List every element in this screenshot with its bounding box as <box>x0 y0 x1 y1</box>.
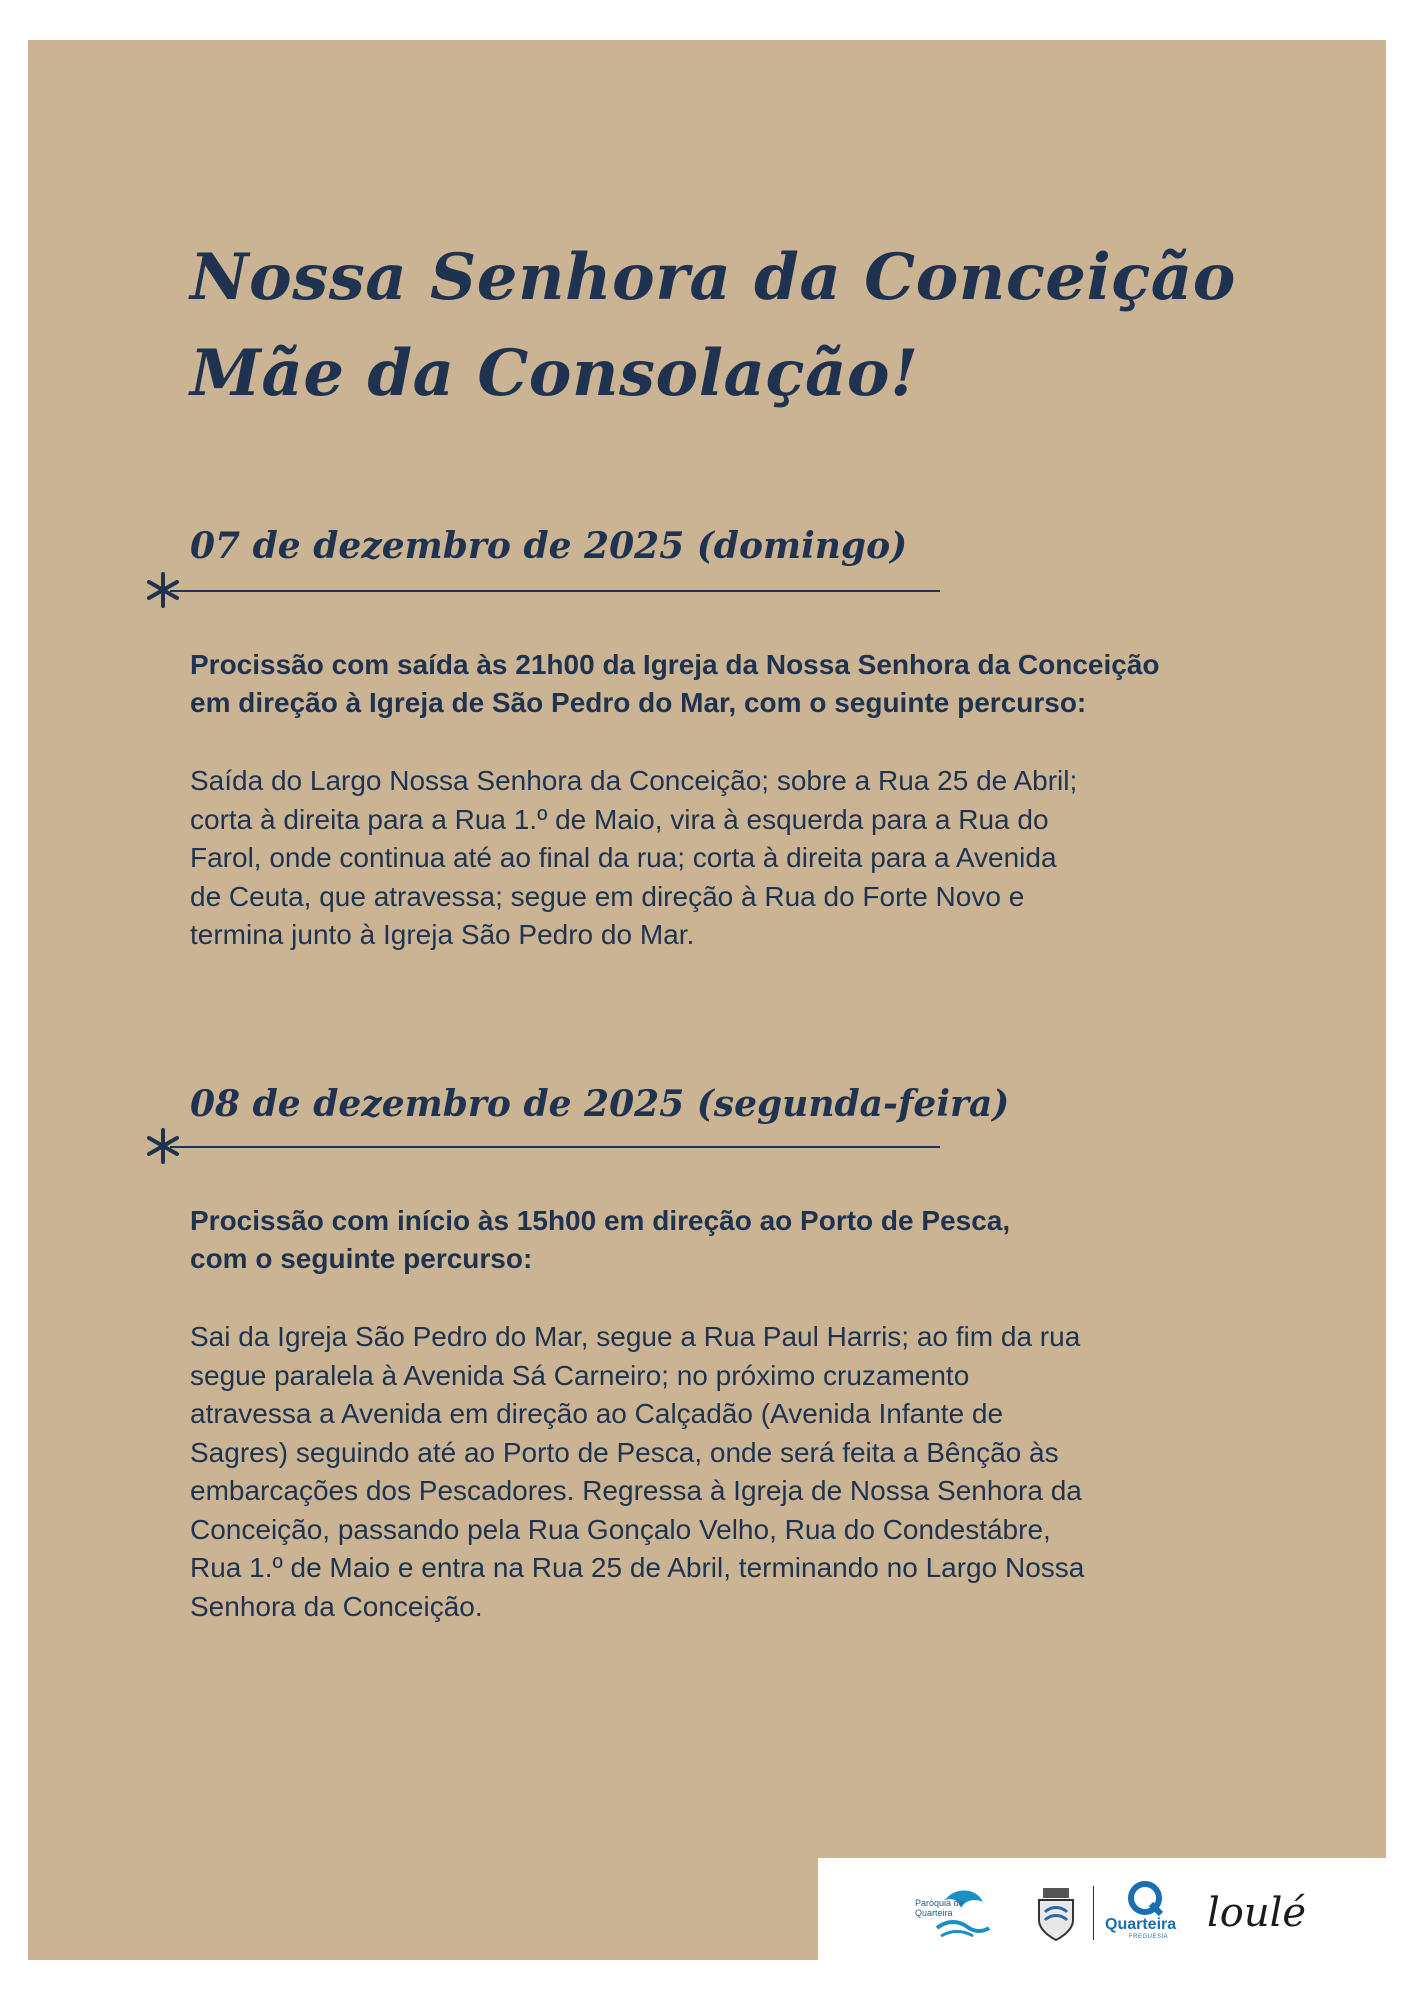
route-line: corta à direita para a Rua 1.º de Maio, vira à esquerda para a Rua do <box>190 803 1049 835</box>
lead-line: Procissão com início às 15h00 em direção ao Porto de Pesca, <box>190 1205 1011 1236</box>
footer-logos <box>915 1880 1375 1946</box>
route-line: Rua 1.º de Maio e entra na Rua 25 de Abril, terminando no Largo Nossa <box>190 1552 1085 1583</box>
route-line: segue paralela à Avenida Sá Carneiro; no próximo cruzamento <box>190 1359 970 1391</box>
section-1-route <box>190 762 1310 955</box>
route-line: atravessa a Avenida em direção ao Calçadão (Avenida Infante de <box>190 1398 1004 1429</box>
route-line: Sai da Igreja São Pedro do Mar, segue a Rua Paul Harris; ao fim da rua <box>190 1321 1081 1352</box>
section-1-lead <box>190 646 1300 722</box>
section-2-lead <box>190 1202 1300 1278</box>
title-line-2: Mãe da Consolação! <box>190 336 919 411</box>
parish-logo <box>915 1880 995 1946</box>
section-2-date-heading: 08 de dezembro de 2025 (segunda-feira) <box>190 1083 1010 1125</box>
municipal-crest-icon <box>1033 1886 1079 1942</box>
route-line: Senhora da Conceição. <box>190 1590 483 1622</box>
loule-logo: loulé <box>1207 1890 1307 1936</box>
quarteira-logo <box>1105 1880 1195 1946</box>
route-line: Farol, onde continua até ao final da rua; corta à direita para a Avenida <box>190 842 1057 873</box>
quarteira-logo-sub: FREGUESIA <box>1129 1934 1169 1940</box>
route-line: Sagres) seguindo até ao Porto de Pesca, onde será feita a Bênção às <box>190 1436 1059 1468</box>
route-line: de Ceuta, que atravessa; segue em direção à Rua do Forte Novo e <box>190 880 1025 912</box>
page-title <box>190 230 1236 422</box>
quarteira-q-icon <box>1127 1880 1167 1916</box>
section-1-date-heading: 07 de dezembro de 2025 (domingo) <box>190 525 908 567</box>
quarteira-logo-name: Quarteira <box>1105 1916 1177 1933</box>
route-line: Saída do Largo Nossa Senhora da Conceição; sobre a Rua 25 de Abril; <box>190 765 1078 796</box>
title-line-1: Nossa Senhora da Conceição <box>190 240 1236 315</box>
section-2-divider <box>170 1146 940 1148</box>
lead-line: Procissão com saída às 21h00 da Igreja da Nossa Senhora da Conceição <box>190 649 1160 680</box>
route-line: embarcações dos Pescadores. Regressa à Igreja de Nossa Senhora da <box>190 1475 1082 1506</box>
section-1-divider <box>170 590 940 592</box>
route-line: termina junto à Igreja São Pedro do Mar. <box>190 919 695 950</box>
lead-line: com o seguinte percurso: <box>190 1243 533 1274</box>
section-2-route <box>190 1318 1310 1626</box>
parish-logo-text: Paróquia de Quarteira <box>915 1898 964 1918</box>
lead-line: em direção à Igreja de São Pedro do Mar, com o seguinte percurso: <box>190 687 1087 718</box>
logo-divider <box>1093 1886 1094 1940</box>
route-line: Conceição, passando pela Rua Gonçalo Velho, Rua do Condestábre, <box>190 1513 1051 1545</box>
